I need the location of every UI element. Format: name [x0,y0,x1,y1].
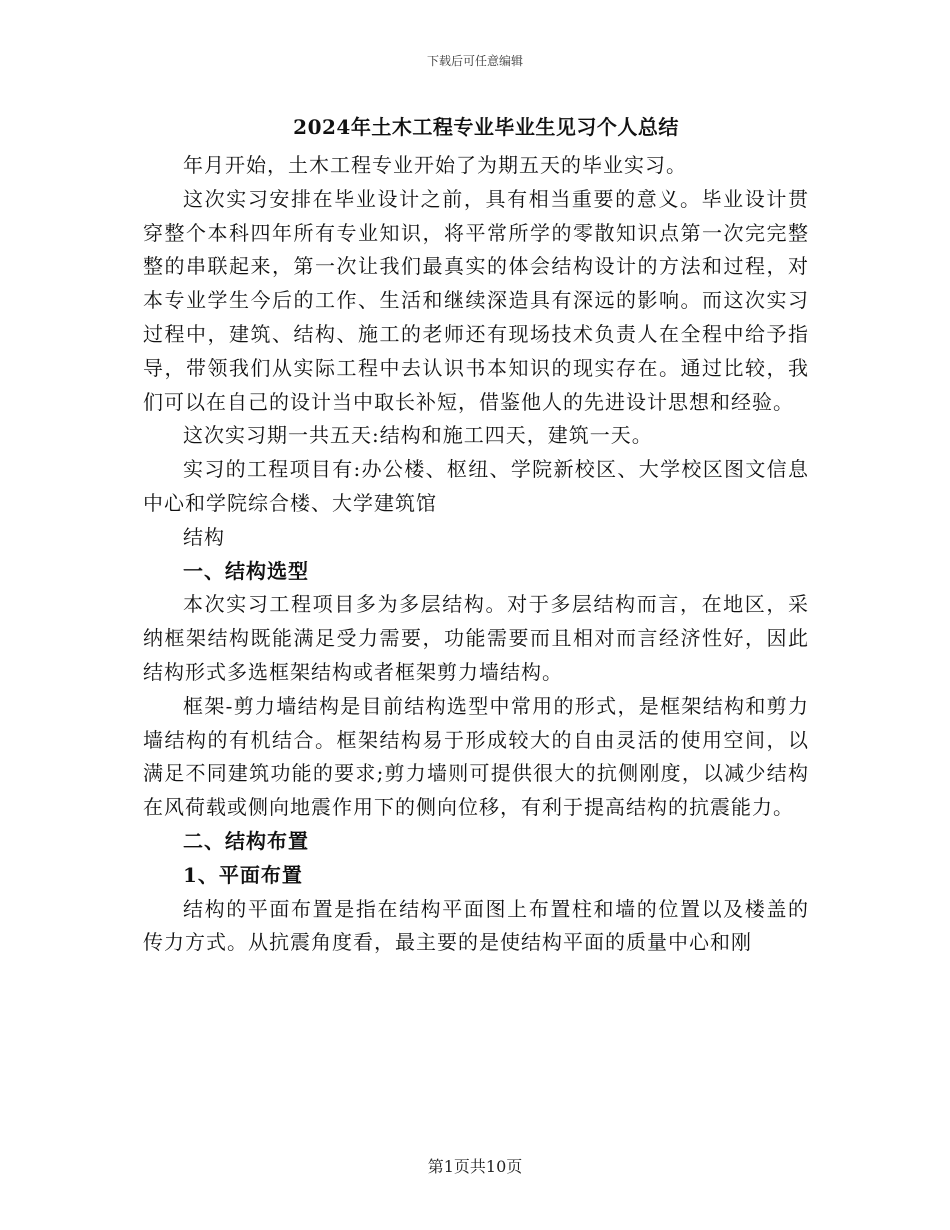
paragraph-intro: 年月开始，土木工程专业开始了为期五天的毕业实习。 [183,153,687,177]
heading-plan-layout: 1、平面布置 [183,862,303,887]
paragraph-significance: 这次实习安排在毕业设计之前，具有相当重要的意义。毕业设计贯穿整个本科四年所有专业知识，将平常所学的零散知识点第一次完完整整的串联起来，第一次让我们最真实的体会结构设计的方法和过程，对本专业学生今后的工作、生活和继续深造具有深远的影响。而这次实习过程中，建筑、结构、施工的老师还有现场技术负责人在全程中给予指导，带领我们从实际工程中去认识书本知识的现实存在。通过比较，我们可以在自己的设计当中取长补短，借鉴他人的先进设计思想和经验。 [143,186,809,414]
paragraph-multistory: 本次实习工程项目多为多层结构。对于多层结构而言，在地区，采纳框架结构既能满足受力需要，功能需要而且相对而言经济性好，因此结构形式多选框架结构或者框架剪力墙结构。 [143,592,809,684]
paragraph-frame-shearwall: 框架-剪力墙结构是目前结构选型中常用的形式，是框架结构和剪力墙结构的有机结合。框架结构易于形成较大的自由灵活的使用空间，以满足不同建筑功能的要求;剪力墙则可提供很大的抗侧刚度，以减少结构在风荷载或侧向地震作用下的侧向位移，有利于提高结构的抗震能力。 [143,693,809,820]
heading-structure-layout: 二、结构布置 [183,828,309,853]
document-title: 2024年土木工程专业毕业生见习个人总结 [293,115,679,139]
page-footer: 第1页共10页 [427,1157,523,1176]
header-note: 下载后可任意编辑 [426,54,523,68]
document-body [143,111,809,960]
paragraph-duration: 这次实习期一共五天:结构和施工四天，建筑一天。 [183,423,653,448]
paragraph-structure-label: 结构 [183,524,225,549]
heading-structure-selection: 一、结构选型 [183,558,309,583]
paragraph-plan-layout: 结构的平面布置是指在结构平面图上布置柱和墙的位置以及楼盖的传力方式。从抗震角度看，最主要的是使结构平面的质量中心和刚 [143,896,809,955]
paragraph-projects: 实习的工程项目有:办公楼、枢纽、学院新校区、大学校区图文信息中心和学院综合楼、大学建筑馆 [143,457,809,515]
